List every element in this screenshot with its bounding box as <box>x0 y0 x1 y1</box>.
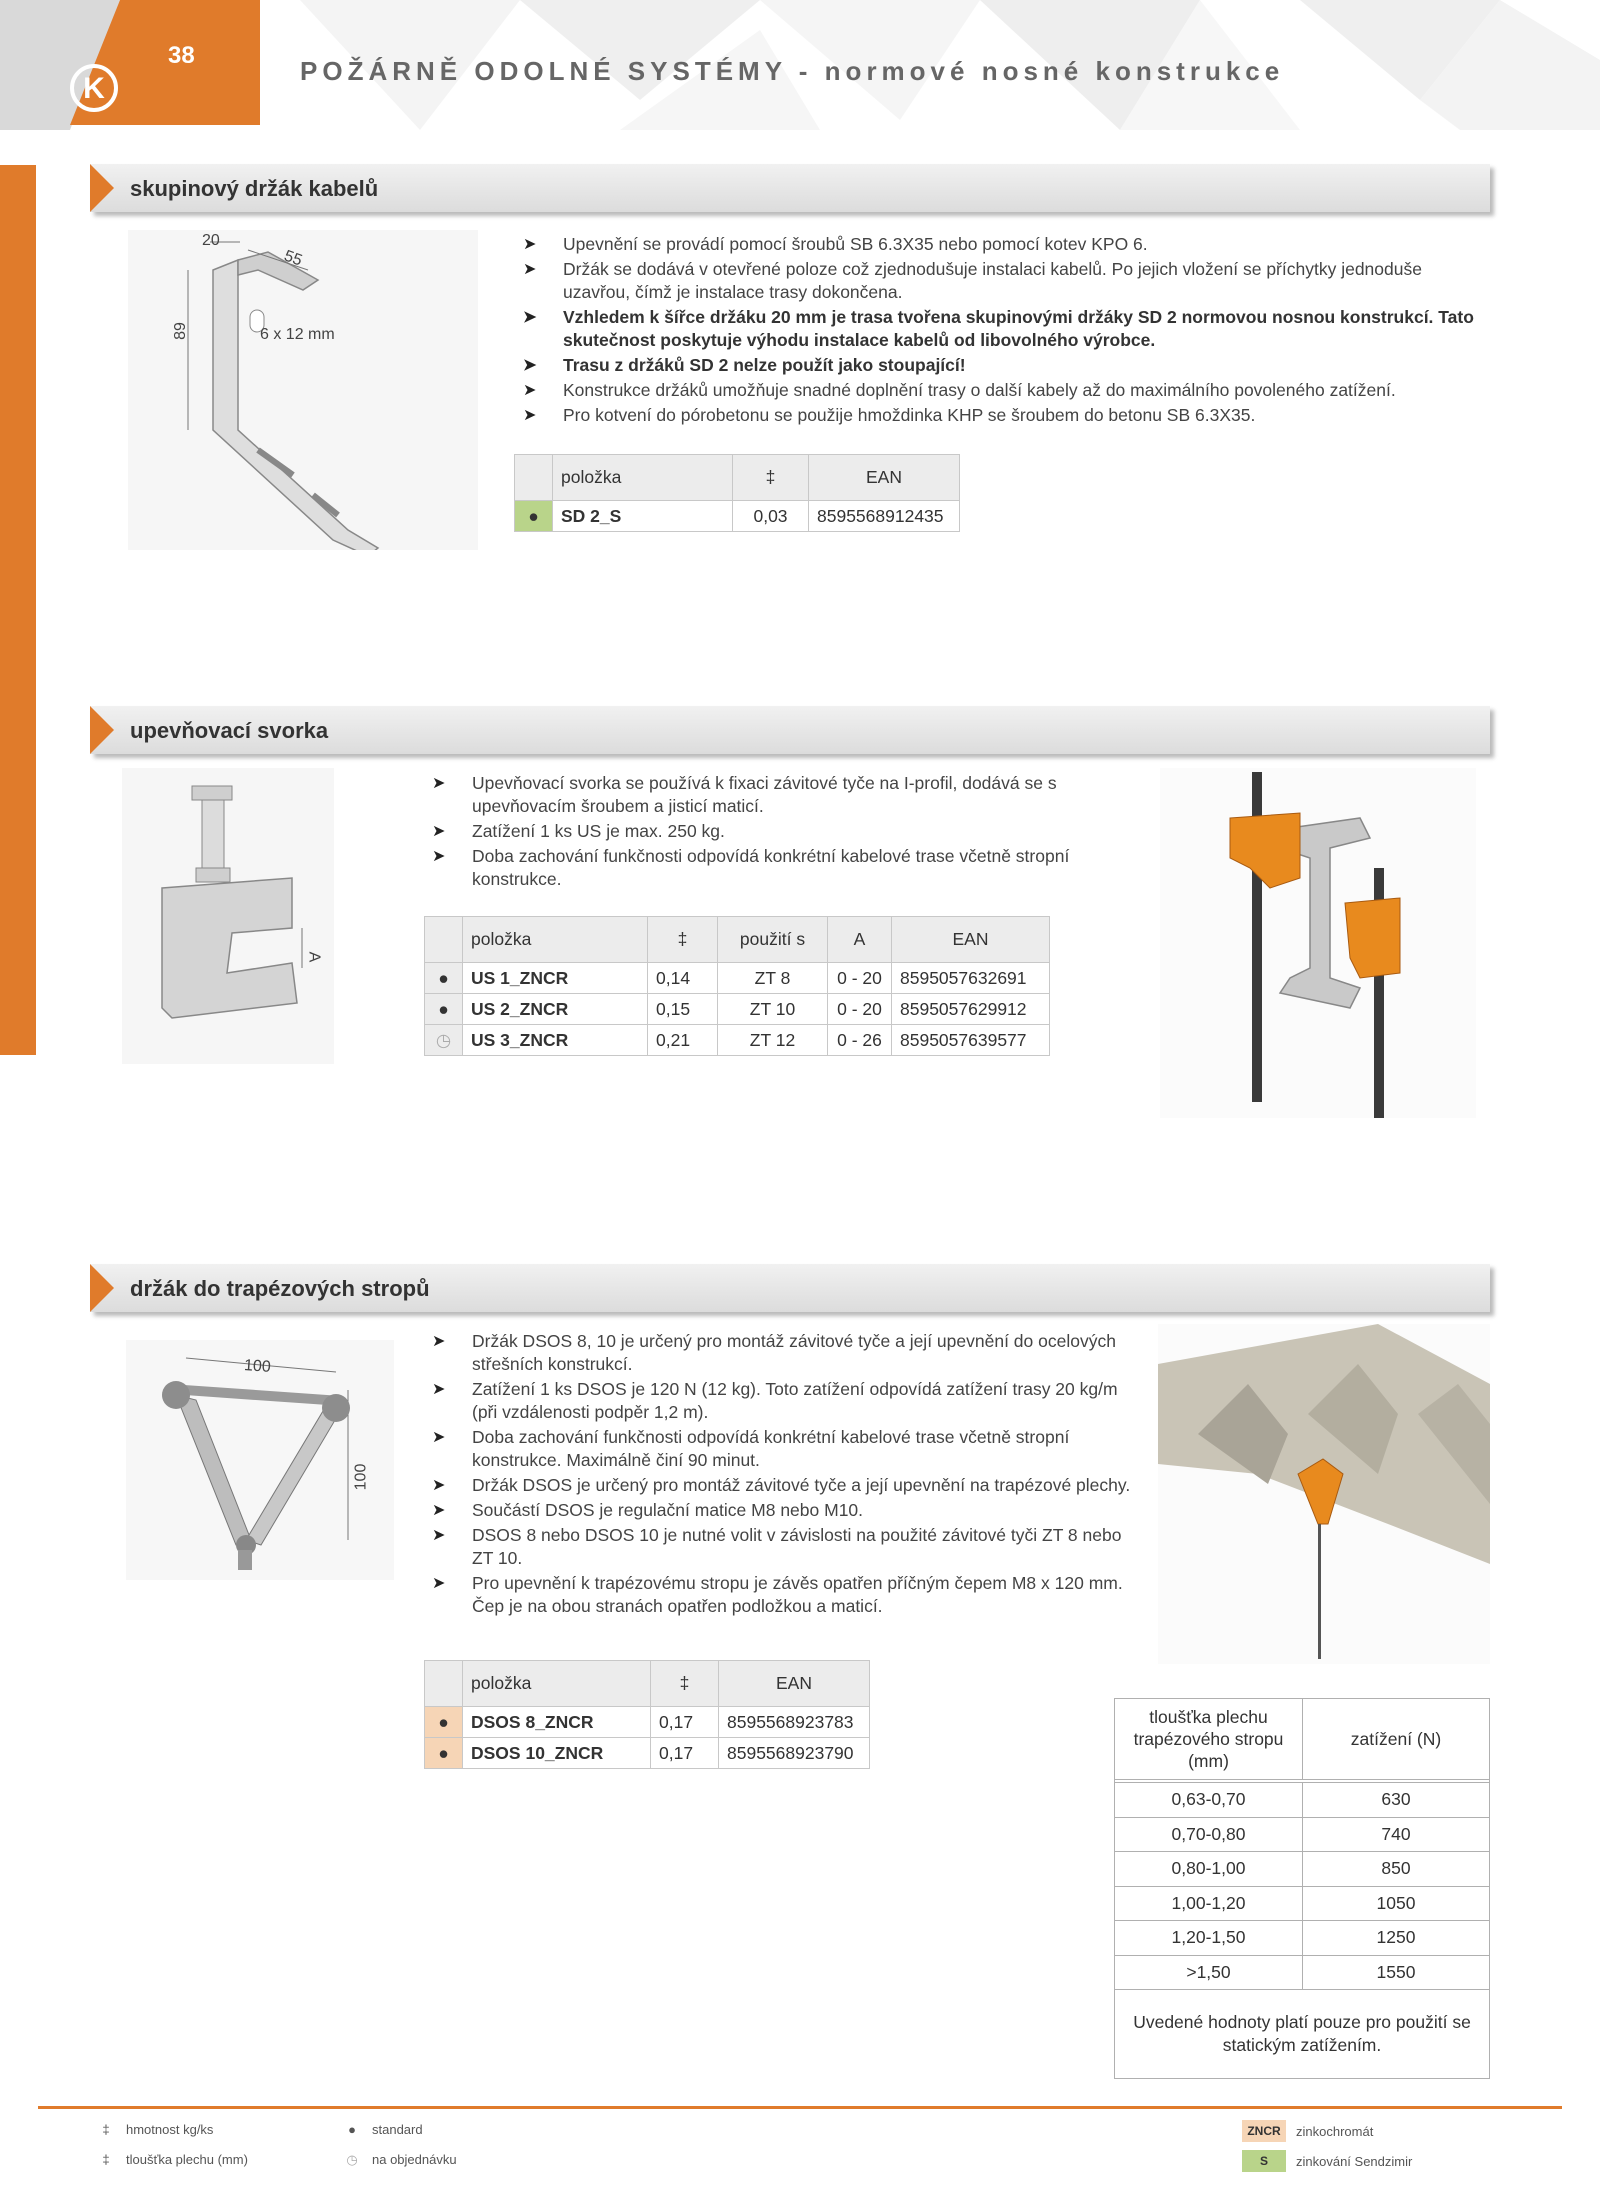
availability-mark: ● <box>425 1707 463 1738</box>
list-item: ➤ Součástí DSOS je regulační matice M8 nebo M10. <box>432 1499 1132 1522</box>
load-capacity-table <box>1114 1698 1490 2079</box>
dimension-width: 100 <box>243 1357 272 1376</box>
list-item: ➤ Upevňovací svorka se používá k fixaci závitové tyče na I-profil, dodává se s upevňovacím šroubem a jisticí maticí. <box>432 772 1122 818</box>
logo-letter: K <box>83 72 105 105</box>
section-header-clamp <box>90 706 1490 754</box>
availability-mark: ● <box>425 1738 463 1769</box>
table-header-cell: položka <box>463 1661 651 1707</box>
section-title: držák do trapézových stropů <box>130 1276 430 1301</box>
table-header-cell <box>425 1661 463 1707</box>
load-table-header <box>1115 1699 1489 1783</box>
item-weight: 0,15 <box>648 994 718 1025</box>
item-code: DSOS 10_ZNCR <box>463 1738 651 1769</box>
company-logo <box>70 64 118 112</box>
table-row <box>425 1025 1050 1056</box>
thickness-value: 0,80-1,00 <box>1115 1852 1303 1886</box>
load-value: 740 <box>1381 1823 1411 1844</box>
section-header-trapezoid-holder <box>90 1264 1490 1312</box>
section3-product-table <box>424 1660 870 1769</box>
weight-icon: ‡ <box>102 2122 110 2137</box>
clamp-installation-photo <box>1160 768 1476 1118</box>
page-number: 38 <box>168 42 195 69</box>
table-row <box>1115 1818 1489 1853</box>
availability-mark: ● <box>515 501 553 532</box>
item-code: DSOS 8_ZNCR <box>463 1707 651 1738</box>
footer-divider <box>38 2106 1562 2109</box>
dimension-a: A <box>305 951 323 963</box>
thickness-icon: ‡ <box>102 2152 110 2167</box>
item-range: 0 - 20 <box>828 994 892 1025</box>
list-item: ➤ Upevnění se provádí pomocí šroubů SB 6.3X35 nebo pomocí kotev KPO 6. <box>523 233 1483 256</box>
list-item: ➤ Doba zachování funkčnosti odpovídá konkrétní kabelové trase včetně stropní konstrukce. Maximálně činí 90 minut. <box>432 1426 1132 1472</box>
load-value: 630 <box>1381 1789 1411 1810</box>
list-item: ➤ Držák DSOS 8, 10 je určený pro montáž závitové tyče a její upevnění do ocelových střešních konstrukcí. <box>432 1330 1132 1376</box>
thickness-value: 0,63-0,70 <box>1115 1783 1303 1817</box>
list-item: ➤ Doba zachování funkčnosti odpovídá konkrétní kabelové trase včetně stropní konstrukce. <box>432 845 1122 891</box>
table-row <box>425 1707 870 1738</box>
section2-product-table <box>424 916 1050 1056</box>
table-header-cell: EAN <box>809 455 960 501</box>
table-row <box>1115 1956 1489 1991</box>
item-ean: 8595057639577 <box>892 1025 1050 1056</box>
list-item: ➤ Vzhledem k šířce držáku 20 mm je trasa tvořena skupinovými držáky SD 2 normovou nosnou konstrukcí. Tato skutečnost poskytuje výhodu instalace kabelů od libovolného výrobce. <box>523 306 1483 352</box>
availability-mark: ● <box>425 994 463 1025</box>
section-title: skupinový držák kabelů <box>130 176 379 201</box>
legend-label: zinkování Sendzimir <box>1296 2154 1413 2169</box>
table-row <box>425 963 1050 994</box>
item-ean: 8595568923790 <box>719 1738 870 1769</box>
load-table-note: Uvedené hodnoty platí pouze pro použití se statickým zatížením. <box>1133 2012 1471 2055</box>
list-item: ➤ Trasu z držáků SD 2 nelze použít jako stoupající! <box>523 354 1483 377</box>
s-tag: S <box>1242 2150 1286 2172</box>
item-weight: 0,17 <box>651 1707 719 1738</box>
load-value: 1550 <box>1376 1961 1416 1982</box>
item-ean: 8595057632691 <box>892 963 1050 994</box>
table-header-cell: A <box>828 917 892 963</box>
table-header-cell: EAN <box>719 1661 870 1707</box>
list-item: ➤ Pro kotvení do pórobetonu se použije hmoždinka KHP se šroubem do betonu SB 6.3X35. <box>523 404 1483 427</box>
clamp-drawing <box>122 768 334 1064</box>
thickness-value: >1,50 <box>1115 1956 1303 1990</box>
dimension-height: 100 <box>352 1463 370 1491</box>
table-header-cell: položka <box>553 455 733 501</box>
dimension-width: 20 <box>202 232 220 249</box>
availability-mark: ◷ <box>425 1025 463 1056</box>
item-weight: 0,17 <box>651 1738 719 1769</box>
table-header-cell: ‡ <box>651 1661 719 1707</box>
table-row <box>425 1738 870 1769</box>
section-arrow-icon <box>90 164 114 212</box>
thickness-value: 0,70-0,80 <box>1115 1818 1303 1852</box>
standard-dot-icon: ● <box>348 2122 356 2137</box>
table-row <box>425 994 1050 1025</box>
cable-holder-drawing <box>128 230 478 550</box>
table-header-cell: ‡ <box>648 917 718 963</box>
table-row <box>1115 1852 1489 1887</box>
header-thickness: tloušťka plechu trapézového stropu (mm) <box>1115 1699 1303 1779</box>
list-item: ➤ Konstrukce držáků umožňuje snadné doplnění trasy o další kabely až do maximálního povoleného zatížení. <box>523 379 1483 402</box>
item-range: 0 - 20 <box>828 963 892 994</box>
item-ean: 8595568923783 <box>719 1707 870 1738</box>
section-arrow-icon <box>90 706 114 754</box>
item-range: 0 - 26 <box>828 1025 892 1056</box>
availability-mark: ● <box>425 963 463 994</box>
item-code: SD 2_S <box>553 501 733 532</box>
clock-icon: ◷ <box>346 2152 358 2167</box>
item-code: US 3_ZNCR <box>463 1025 648 1056</box>
side-accent-bar <box>0 165 36 1055</box>
trapezoid-installation-photo <box>1158 1324 1490 1664</box>
dimension-hole: 6 x 12 mm <box>260 326 335 343</box>
section2-bullet-list <box>432 772 1122 893</box>
section-arrow-icon <box>90 1264 114 1312</box>
section1-product-table <box>514 454 960 532</box>
thickness-value: 1,00-1,20 <box>1115 1887 1303 1921</box>
header-load: zatížení (N) <box>1350 1729 1442 1749</box>
table-row <box>1115 1887 1489 1922</box>
section1-bullet-list <box>523 233 1483 429</box>
table-header-cell: EAN <box>892 917 1050 963</box>
list-item: ➤ Zatížení 1 ks DSOS je 120 N (12 kg). Toto zatížení odpovídá zatížení trasy 20 kg/m (při vzdálenosti podpěr 1,2 m). <box>432 1378 1132 1424</box>
table-header-cell <box>425 917 463 963</box>
zncr-tag: ZNCR <box>1242 2120 1286 2142</box>
legend-label: na objednávku <box>372 2152 457 2167</box>
item-ean: 8595568912435 <box>809 501 960 532</box>
list-item: ➤ Zatížení 1 ks US je max. 250 kg. <box>432 820 1122 843</box>
list-item: ➤ Pro upevnění k trapézovému stropu je závěs opatřen příčným čepem M8 x 120 mm. Čep je na obou stranách opatřen podložkou a maticí. <box>432 1572 1132 1618</box>
page-title: POŽÁRNĚ ODOLNÉ SYSTÉMY - normové nosné konstrukce <box>300 56 1285 86</box>
item-ean: 8595057629912 <box>892 994 1050 1025</box>
table-row <box>1115 1783 1489 1818</box>
dsos-drawing <box>126 1340 394 1580</box>
table-row <box>515 501 960 532</box>
load-value: 1050 <box>1376 1892 1416 1913</box>
item-use: ZT 8 <box>718 963 828 994</box>
table-row <box>1115 1921 1489 1956</box>
section-header-cable-holder <box>90 164 1490 212</box>
dimension-depth: 55 <box>281 247 305 270</box>
thickness-value: 1,20-1,50 <box>1115 1921 1303 1955</box>
load-value: 1250 <box>1376 1927 1416 1948</box>
item-code: US 2_ZNCR <box>463 994 648 1025</box>
list-item: ➤ Držák DSOS je určený pro montáž závitové tyče a její upevnění na trapézové plechy. <box>432 1474 1132 1497</box>
load-value: 850 <box>1381 1858 1411 1879</box>
item-weight: 0,14 <box>648 963 718 994</box>
list-item: ➤ DSOS 8 nebo DSOS 10 je nutné volit v závislosti na použité závitové tyči ZT 8 nebo ZT 10. <box>432 1524 1132 1570</box>
legend-label: standard <box>372 2122 423 2137</box>
table-header-cell: ‡ <box>733 455 809 501</box>
item-use: ZT 12 <box>718 1025 828 1056</box>
section3-bullet-list <box>432 1330 1132 1620</box>
table-header-row <box>425 917 1050 963</box>
dimension-height: 89 <box>171 322 189 340</box>
item-use: ZT 10 <box>718 994 828 1025</box>
section-title: upevňovací svorka <box>130 718 329 743</box>
table-header-row <box>515 455 960 501</box>
legend-label: tloušťka plechu (mm) <box>126 2152 248 2167</box>
table-header-cell <box>515 455 553 501</box>
item-weight: 0,21 <box>648 1025 718 1056</box>
legend-label: zinkochromát <box>1296 2124 1374 2139</box>
list-item: ➤ Držák se dodává v otevřené poloze což zjednodušuje instalaci kabelů. Po jejich vložení se příchytky jednoduše uzavřou, čímž je instalace trasy dokončena. <box>523 258 1483 304</box>
legend-label: hmotnost kg/ks <box>126 2122 214 2137</box>
table-header-cell: položka <box>463 917 648 963</box>
table-header-cell: použití s <box>718 917 828 963</box>
item-code: US 1_ZNCR <box>463 963 648 994</box>
table-header-row <box>425 1661 870 1707</box>
item-weight: 0,03 <box>733 501 809 532</box>
